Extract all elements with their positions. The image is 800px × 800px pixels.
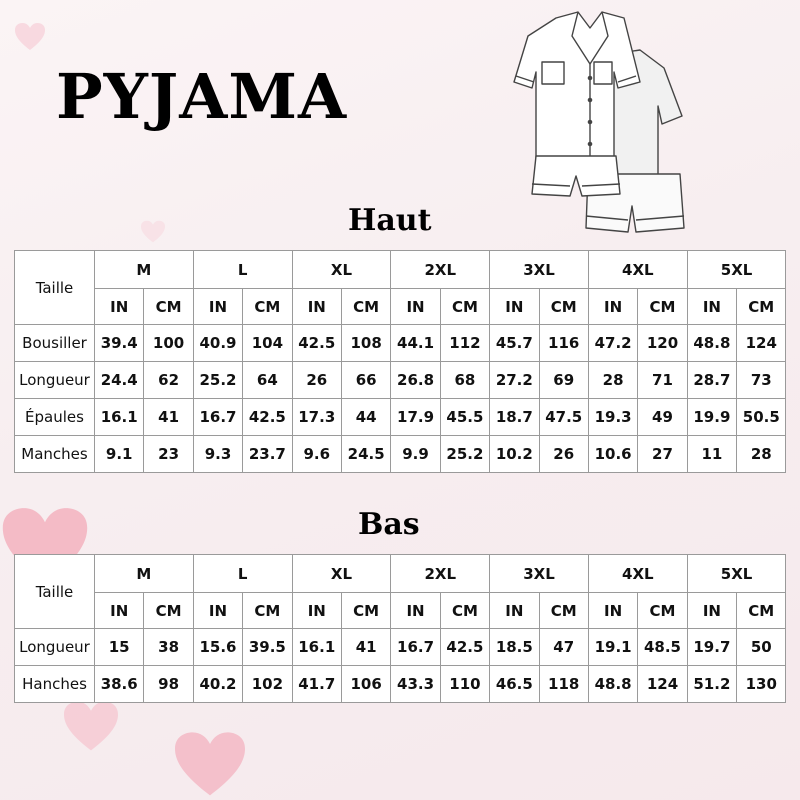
size-header: 5XL xyxy=(687,251,786,289)
measurement-value: 124 xyxy=(737,325,786,362)
measurement-value: 23 xyxy=(144,436,193,473)
measurement-label: Épaules xyxy=(15,399,95,436)
table-row xyxy=(15,436,786,473)
measurement-value: 26 xyxy=(539,436,588,473)
measurement-value: 64 xyxy=(243,362,292,399)
measurement-value: 17.3 xyxy=(292,399,341,436)
size-header: 5XL xyxy=(687,555,786,593)
size-header: M xyxy=(95,251,194,289)
measurement-value: 26.8 xyxy=(391,362,440,399)
unit-header-in: IN xyxy=(490,289,539,325)
measurement-value: 38.6 xyxy=(95,666,144,703)
measurement-value: 19.1 xyxy=(588,629,637,666)
size-label: Taille xyxy=(15,555,95,629)
unit-header-cm: CM xyxy=(144,593,193,629)
measurement-value: 28 xyxy=(588,362,637,399)
measurement-value: 27.2 xyxy=(490,362,539,399)
unit-header-cm: CM xyxy=(243,593,292,629)
unit-header-cm: CM xyxy=(539,289,588,325)
measurement-value: 112 xyxy=(440,325,489,362)
measurement-value: 47 xyxy=(539,629,588,666)
measurement-value: 45.7 xyxy=(490,325,539,362)
measurement-value: 25.2 xyxy=(193,362,242,399)
heart-icon xyxy=(62,700,120,754)
measurement-value: 46.5 xyxy=(490,666,539,703)
heart-icon xyxy=(140,220,166,244)
size-header: M xyxy=(95,555,194,593)
unit-header-in: IN xyxy=(292,289,341,325)
measurement-value: 98 xyxy=(144,666,193,703)
measurement-value: 130 xyxy=(737,666,786,703)
unit-header-cm: CM xyxy=(539,593,588,629)
size-header: XL xyxy=(292,555,391,593)
unit-header-in: IN xyxy=(391,289,440,325)
unit-header-in: IN xyxy=(193,289,242,325)
measurement-value: 16.1 xyxy=(292,629,341,666)
measurement-value: 42.5 xyxy=(243,399,292,436)
measurement-value: 104 xyxy=(243,325,292,362)
unit-header-cm: CM xyxy=(638,289,687,325)
measurement-value: 9.9 xyxy=(391,436,440,473)
measurement-label: Hanches xyxy=(15,666,95,703)
measurement-value: 15 xyxy=(95,629,144,666)
measurement-value: 19.3 xyxy=(588,399,637,436)
measurement-value: 106 xyxy=(341,666,390,703)
unit-header-row xyxy=(15,593,786,629)
measurement-value: 42.5 xyxy=(292,325,341,362)
unit-header-in: IN xyxy=(95,289,144,325)
unit-header-cm: CM xyxy=(440,289,489,325)
measurement-value: 50 xyxy=(737,629,786,666)
table-row xyxy=(15,666,786,703)
unit-header-in: IN xyxy=(193,593,242,629)
measurement-value: 44.1 xyxy=(391,325,440,362)
measurement-value: 11 xyxy=(687,436,736,473)
size-header: 3XL xyxy=(490,555,589,593)
measurement-value: 38 xyxy=(144,629,193,666)
size-header: 4XL xyxy=(588,555,687,593)
measurement-value: 102 xyxy=(243,666,292,703)
measurement-label: Bousiller xyxy=(15,325,95,362)
measurement-value: 16.7 xyxy=(391,629,440,666)
measurement-value: 47.2 xyxy=(588,325,637,362)
size-header: 3XL xyxy=(490,251,589,289)
measurement-value: 42.5 xyxy=(440,629,489,666)
measurement-value: 124 xyxy=(638,666,687,703)
unit-header-cm: CM xyxy=(737,289,786,325)
section-title-top: Haut xyxy=(348,203,432,238)
measurement-label: Manches xyxy=(15,436,95,473)
unit-header-in: IN xyxy=(490,593,539,629)
measurement-value: 23.7 xyxy=(243,436,292,473)
table-row xyxy=(15,325,786,362)
measurement-value: 51.2 xyxy=(687,666,736,703)
measurement-value: 39.5 xyxy=(243,629,292,666)
unit-header-cm: CM xyxy=(440,593,489,629)
size-table-top xyxy=(14,250,786,473)
unit-header-cm: CM xyxy=(737,593,786,629)
measurement-value: 62 xyxy=(144,362,193,399)
measurement-value: 39.4 xyxy=(95,325,144,362)
measurement-value: 17.9 xyxy=(391,399,440,436)
measurement-value: 40.9 xyxy=(193,325,242,362)
unit-header-in: IN xyxy=(588,289,637,325)
measurement-value: 9.1 xyxy=(95,436,144,473)
size-header: XL xyxy=(292,251,391,289)
measurement-value: 120 xyxy=(638,325,687,362)
measurement-value: 48.8 xyxy=(588,666,637,703)
measurement-value: 18.5 xyxy=(490,629,539,666)
table-row xyxy=(15,399,786,436)
unit-header-cm: CM xyxy=(144,289,193,325)
measurement-value: 28 xyxy=(737,436,786,473)
measurement-value: 69 xyxy=(539,362,588,399)
measurement-value: 68 xyxy=(440,362,489,399)
unit-header-in: IN xyxy=(687,289,736,325)
measurement-label: Longueur xyxy=(15,629,95,666)
unit-header-in: IN xyxy=(391,593,440,629)
measurement-value: 66 xyxy=(341,362,390,399)
table-row xyxy=(15,362,786,399)
measurement-value: 19.7 xyxy=(687,629,736,666)
size-header: 4XL xyxy=(588,251,687,289)
measurement-value: 16.7 xyxy=(193,399,242,436)
measurement-value: 9.6 xyxy=(292,436,341,473)
measurement-value: 116 xyxy=(539,325,588,362)
measurement-value: 27 xyxy=(638,436,687,473)
size-header: L xyxy=(193,555,292,593)
measurement-label: Longueur xyxy=(15,362,95,399)
unit-header-cm: CM xyxy=(341,289,390,325)
unit-header-in: IN xyxy=(687,593,736,629)
measurement-value: 16.1 xyxy=(95,399,144,436)
size-header: 2XL xyxy=(391,251,490,289)
unit-header-cm: CM xyxy=(341,593,390,629)
measurement-value: 49 xyxy=(638,399,687,436)
measurement-value: 40.2 xyxy=(193,666,242,703)
pyjama-set-illustration xyxy=(512,6,712,238)
heart-icon xyxy=(14,22,46,52)
measurement-value: 108 xyxy=(341,325,390,362)
measurement-value: 110 xyxy=(440,666,489,703)
measurement-value: 43.3 xyxy=(391,666,440,703)
size-header: 2XL xyxy=(391,555,490,593)
measurement-value: 18.7 xyxy=(490,399,539,436)
section-title-bottom: Bas xyxy=(358,507,420,542)
size-table-bottom xyxy=(14,554,786,703)
measurement-value: 10.6 xyxy=(588,436,637,473)
measurement-value: 118 xyxy=(539,666,588,703)
measurement-value: 9.3 xyxy=(193,436,242,473)
measurement-value: 25.2 xyxy=(440,436,489,473)
measurement-value: 73 xyxy=(737,362,786,399)
heart-icon xyxy=(170,730,250,800)
measurement-value: 48.8 xyxy=(687,325,736,362)
measurement-value: 28.7 xyxy=(687,362,736,399)
measurement-value: 41.7 xyxy=(292,666,341,703)
measurement-value: 10.2 xyxy=(490,436,539,473)
measurement-value: 71 xyxy=(638,362,687,399)
measurement-value: 48.5 xyxy=(638,629,687,666)
measurement-value: 15.6 xyxy=(193,629,242,666)
size-header-row xyxy=(15,555,786,593)
measurement-value: 44 xyxy=(341,399,390,436)
measurement-value: 26 xyxy=(292,362,341,399)
unit-header-in: IN xyxy=(95,593,144,629)
unit-header-row xyxy=(15,289,786,325)
unit-header-cm: CM xyxy=(638,593,687,629)
measurement-value: 24.5 xyxy=(341,436,390,473)
unit-header-cm: CM xyxy=(243,289,292,325)
measurement-value: 24.4 xyxy=(95,362,144,399)
measurement-value: 19.9 xyxy=(687,399,736,436)
size-header: L xyxy=(193,251,292,289)
measurement-value: 45.5 xyxy=(440,399,489,436)
page-title: PYJAMA xyxy=(56,60,348,133)
measurement-value: 41 xyxy=(341,629,390,666)
measurement-value: 100 xyxy=(144,325,193,362)
unit-header-in: IN xyxy=(588,593,637,629)
size-label: Taille xyxy=(15,251,95,325)
measurement-value: 47.5 xyxy=(539,399,588,436)
measurement-value: 41 xyxy=(144,399,193,436)
table-row xyxy=(15,629,786,666)
size-header-row xyxy=(15,251,786,289)
unit-header-in: IN xyxy=(292,593,341,629)
measurement-value: 50.5 xyxy=(737,399,786,436)
